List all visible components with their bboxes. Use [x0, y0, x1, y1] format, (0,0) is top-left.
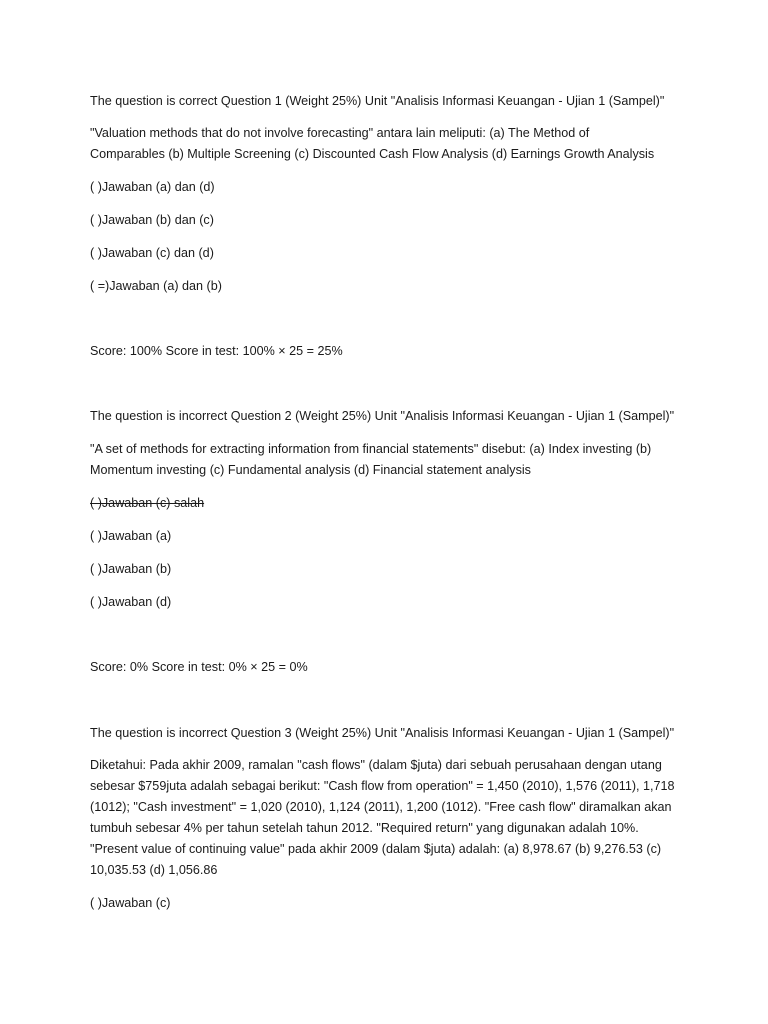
question-1-score: Score: 100% Score in test: 100% × 25 = 25%	[90, 344, 343, 358]
question-3-option-1[interactable]: ( )Jawaban (c)	[90, 896, 171, 910]
question-2-text-line-1: "A set of methods for extracting information from financial statements" disebut: (a) Index investing (b)	[90, 442, 652, 456]
question-1-header: The question is correct Question 1 (Weight 25%) Unit "Analisis Informasi Keuangan - Ujian 1 (Sampel)"	[90, 94, 665, 108]
question-1-option-1[interactable]: ( )Jawaban (a) dan (d)	[90, 180, 215, 194]
question-1-text-line-1: "Valuation methods that do not involve forecasting" antara lain meliputi: (a) The Method of	[90, 126, 590, 140]
question-3-text-line-2: sebesar $759juta adalah sebagai berikut: "Cash flow from operation" = 1,450 (2010), 1,576 (2011), 1,718	[90, 779, 675, 793]
question-3-header: The question is incorrect Question 3 (Weight 25%) Unit "Analisis Informasi Keuangan - Ujian 1 (Sampel)"	[90, 726, 675, 740]
question-2-option-2[interactable]: ( )Jawaban (b)	[90, 562, 172, 576]
question-3-text-line-3: (1012); "Cash investment" = 1,020 (2010), 1,124 (2011), 1,200 (1012). "Free cash flow" diramalkan akan	[90, 800, 672, 814]
question-1-option-4[interactable]: ( =)Jawaban (a) dan (b)	[90, 279, 222, 293]
question-2-header: The question is incorrect Question 2 (Weight 25%) Unit "Analisis Informasi Keuangan - Ujian 1 (Sampel)"	[90, 409, 675, 423]
question-1-text-line-2: Comparables (b) Multiple Screening (c) Discounted Cash Flow Analysis (d) Earnings Growth Analysis	[90, 147, 655, 161]
question-3-text-line-4: tumbuh sebesar 4% per tahun setelah tahun 2012. "Required return" yang digunakan adalah 10%.	[90, 821, 639, 835]
question-2-score: Score: 0% Score in test: 0% × 25 = 0%	[90, 660, 308, 674]
question-2-struck-option[interactable]: ( )Jawaban (c) salah	[90, 496, 205, 510]
question-1-option-3[interactable]: ( )Jawaban (c) dan (d)	[90, 246, 214, 260]
question-2-option-3[interactable]: ( )Jawaban (d)	[90, 595, 172, 609]
question-2-option-1[interactable]: ( )Jawaban (a)	[90, 529, 172, 543]
question-3-text-line-5: "Present value of continuing value" pada akhir 2009 (dalam $juta) adalah: (a) 8,978.67 (b) 9,276.53 (c)	[90, 842, 662, 856]
question-2-text-line-2: Momentum investing (c) Fundamental analysis (d) Financial statement analysis	[90, 463, 531, 477]
question-1-option-2[interactable]: ( )Jawaban (b) dan (c)	[90, 213, 214, 227]
question-3-text-line-6: 10,035.53 (d) 1,056.86	[90, 863, 218, 877]
question-3-text-line-1: Diketahui: Pada akhir 2009, ramalan "cash flows" (dalam $juta) dari sebuah perusahaan dengan utang	[90, 758, 662, 772]
